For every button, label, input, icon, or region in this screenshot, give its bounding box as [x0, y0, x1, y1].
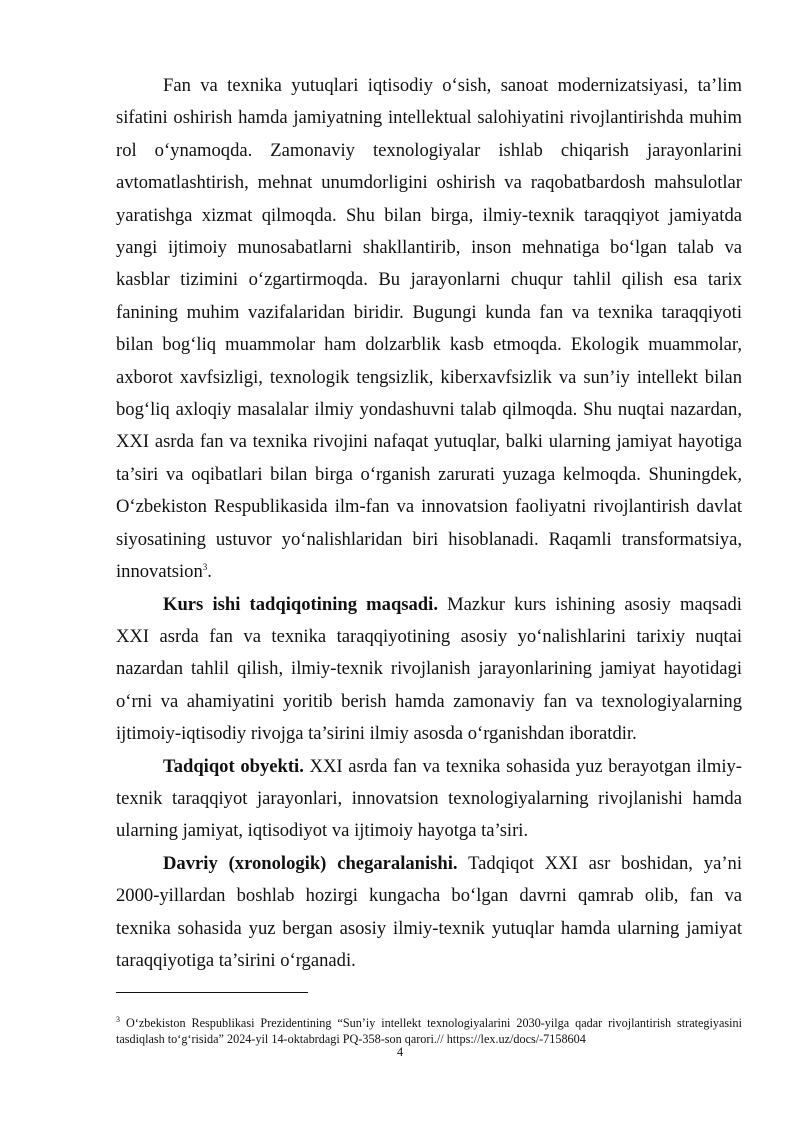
page-number: 4 — [396, 1045, 404, 1059]
document-body — [116, 70, 742, 977]
footnote-text: O‘zbekiston Respublikasi Prezidentining “Sun’iy intellekt texnologiyalarini 2030-yilga qadar rivojlantirish strategiyasini tasdiqlash to‘g‘risida” 2024-yil 14-oktabrdagi PQ-358-son qarori.// https://lex.uz/docs/-7158604 — [116, 1016, 742, 1046]
paragraph-chronological-scope — [116, 848, 742, 978]
footnote-separator — [116, 992, 308, 993]
paragraph-text: Tadqiqot XXI asr boshidan, ya’ni 2000-yillardan boshlab hozirgi kungacha bo‘lgan davrni qamrab olib, fan va texnika sohasida yuz bergan asosiy ilmiy-texnik yutuqlar hamda ularning jamiyat taraqqiyotiga ta’sirini o‘rganadi. — [116, 852, 742, 971]
paragraph-text: XXI asrda fan va texnika sohasida yuz berayotgan ilmiy-texnik taraqqiyot jarayonlari, innovatsion texnologiyalarning rivojlanishi hamda ularning jamiyat, iqtisodiyot va ijtimoiy hayotga ta’siri. — [116, 755, 742, 842]
paragraph-lead: Kurs ishi tadqiqotining maqsadi. — [163, 593, 438, 615]
footnote — [116, 1015, 742, 1047]
paragraph-text: Mazkur kurs ishining asosiy maqsadi XXI asrda fan va texnika taraqqiyotining asosiy yo‘nalishlarini tarixiy nuqtai nazardan tahlil qilish, ilmiy-texnik rivojlanish jarayonlarining jamiyat hayotidagi o‘rni va ahamiyatini yoritib berish hamda zamonaviy fan va texnologiyalarning ijtimoiy-iqtisodiy rivojga ta’sirini ilmiy asosda o‘rganishdan iboratdir. — [116, 593, 742, 745]
paragraph-text: Fan va texnika yutuqlari iqtisodiy o‘sish, sanoat modernizatsiyasi, ta’lim sifatini oshirish hamda jamiyatning intellektual salohiyatini rivojlantirishda muhim rol o‘ynamoqda. Zamonaviy texnologiyalar ishlab chiqarish jarayonlarini avtomatlashtirish, mehnat unumdorligini oshirish va raqobatbardosh mahsulotlar yaratishga xizmat qilmoqda. Shu bilan birga, ilmiy-texnik taraqqiyot jamiyatda yangi ijtimoiy munosabatlarni shakllantirib, inson mehnatiga bo‘lgan talab va kasblar tizimini o‘zgartirmoqda. Bu jarayonlarni chuqur tahlil qilish esa tarix fanining muhim vazifalaridan biridir. Bugungi kunda fan va texnika taraqqiyoti bilan bog‘liq muammolar ham dolzarblik kasb etmoqda. Ekologik muammolar, axborot xavfsizligi, texnologik tengsizlik, kiberxavfsizlik va sun’iy intellekt bilan bog‘liq axloqiy masalalar ilmiy yondashuvni talab qilmoqda. Shu nuqtai nazardan, XXI asrda fan va texnika rivojini nafaqat yutuqlar, balki ularning jamiyat hayotiga ta’siri va oqibatlari bilan birga o‘rganish zarurati yuzaga kelmoqda. Shuningdek, O‘zbekiston Respublikasida ilm-fan va innovatsion faoliyatni rivojlantirish davlat siyosatining ustuvor yo‘nalishlaridan biri hisoblanadi. Raqamli transformatsiya, innovatsion — [116, 75, 742, 583]
paragraph-research-goal — [116, 589, 742, 751]
footnote-reference[interactable]: 3 — [202, 561, 208, 572]
paragraph-research-object — [116, 751, 742, 848]
paragraph-tail: . — [207, 561, 212, 583]
footnote-number: 3 — [116, 1014, 120, 1024]
paragraph-lead: Tadqiqot obyekti. — [163, 755, 304, 777]
paragraph-introduction — [116, 70, 742, 589]
paragraph-lead: Davriy (xronologik) chegaralanishi. — [163, 852, 458, 874]
